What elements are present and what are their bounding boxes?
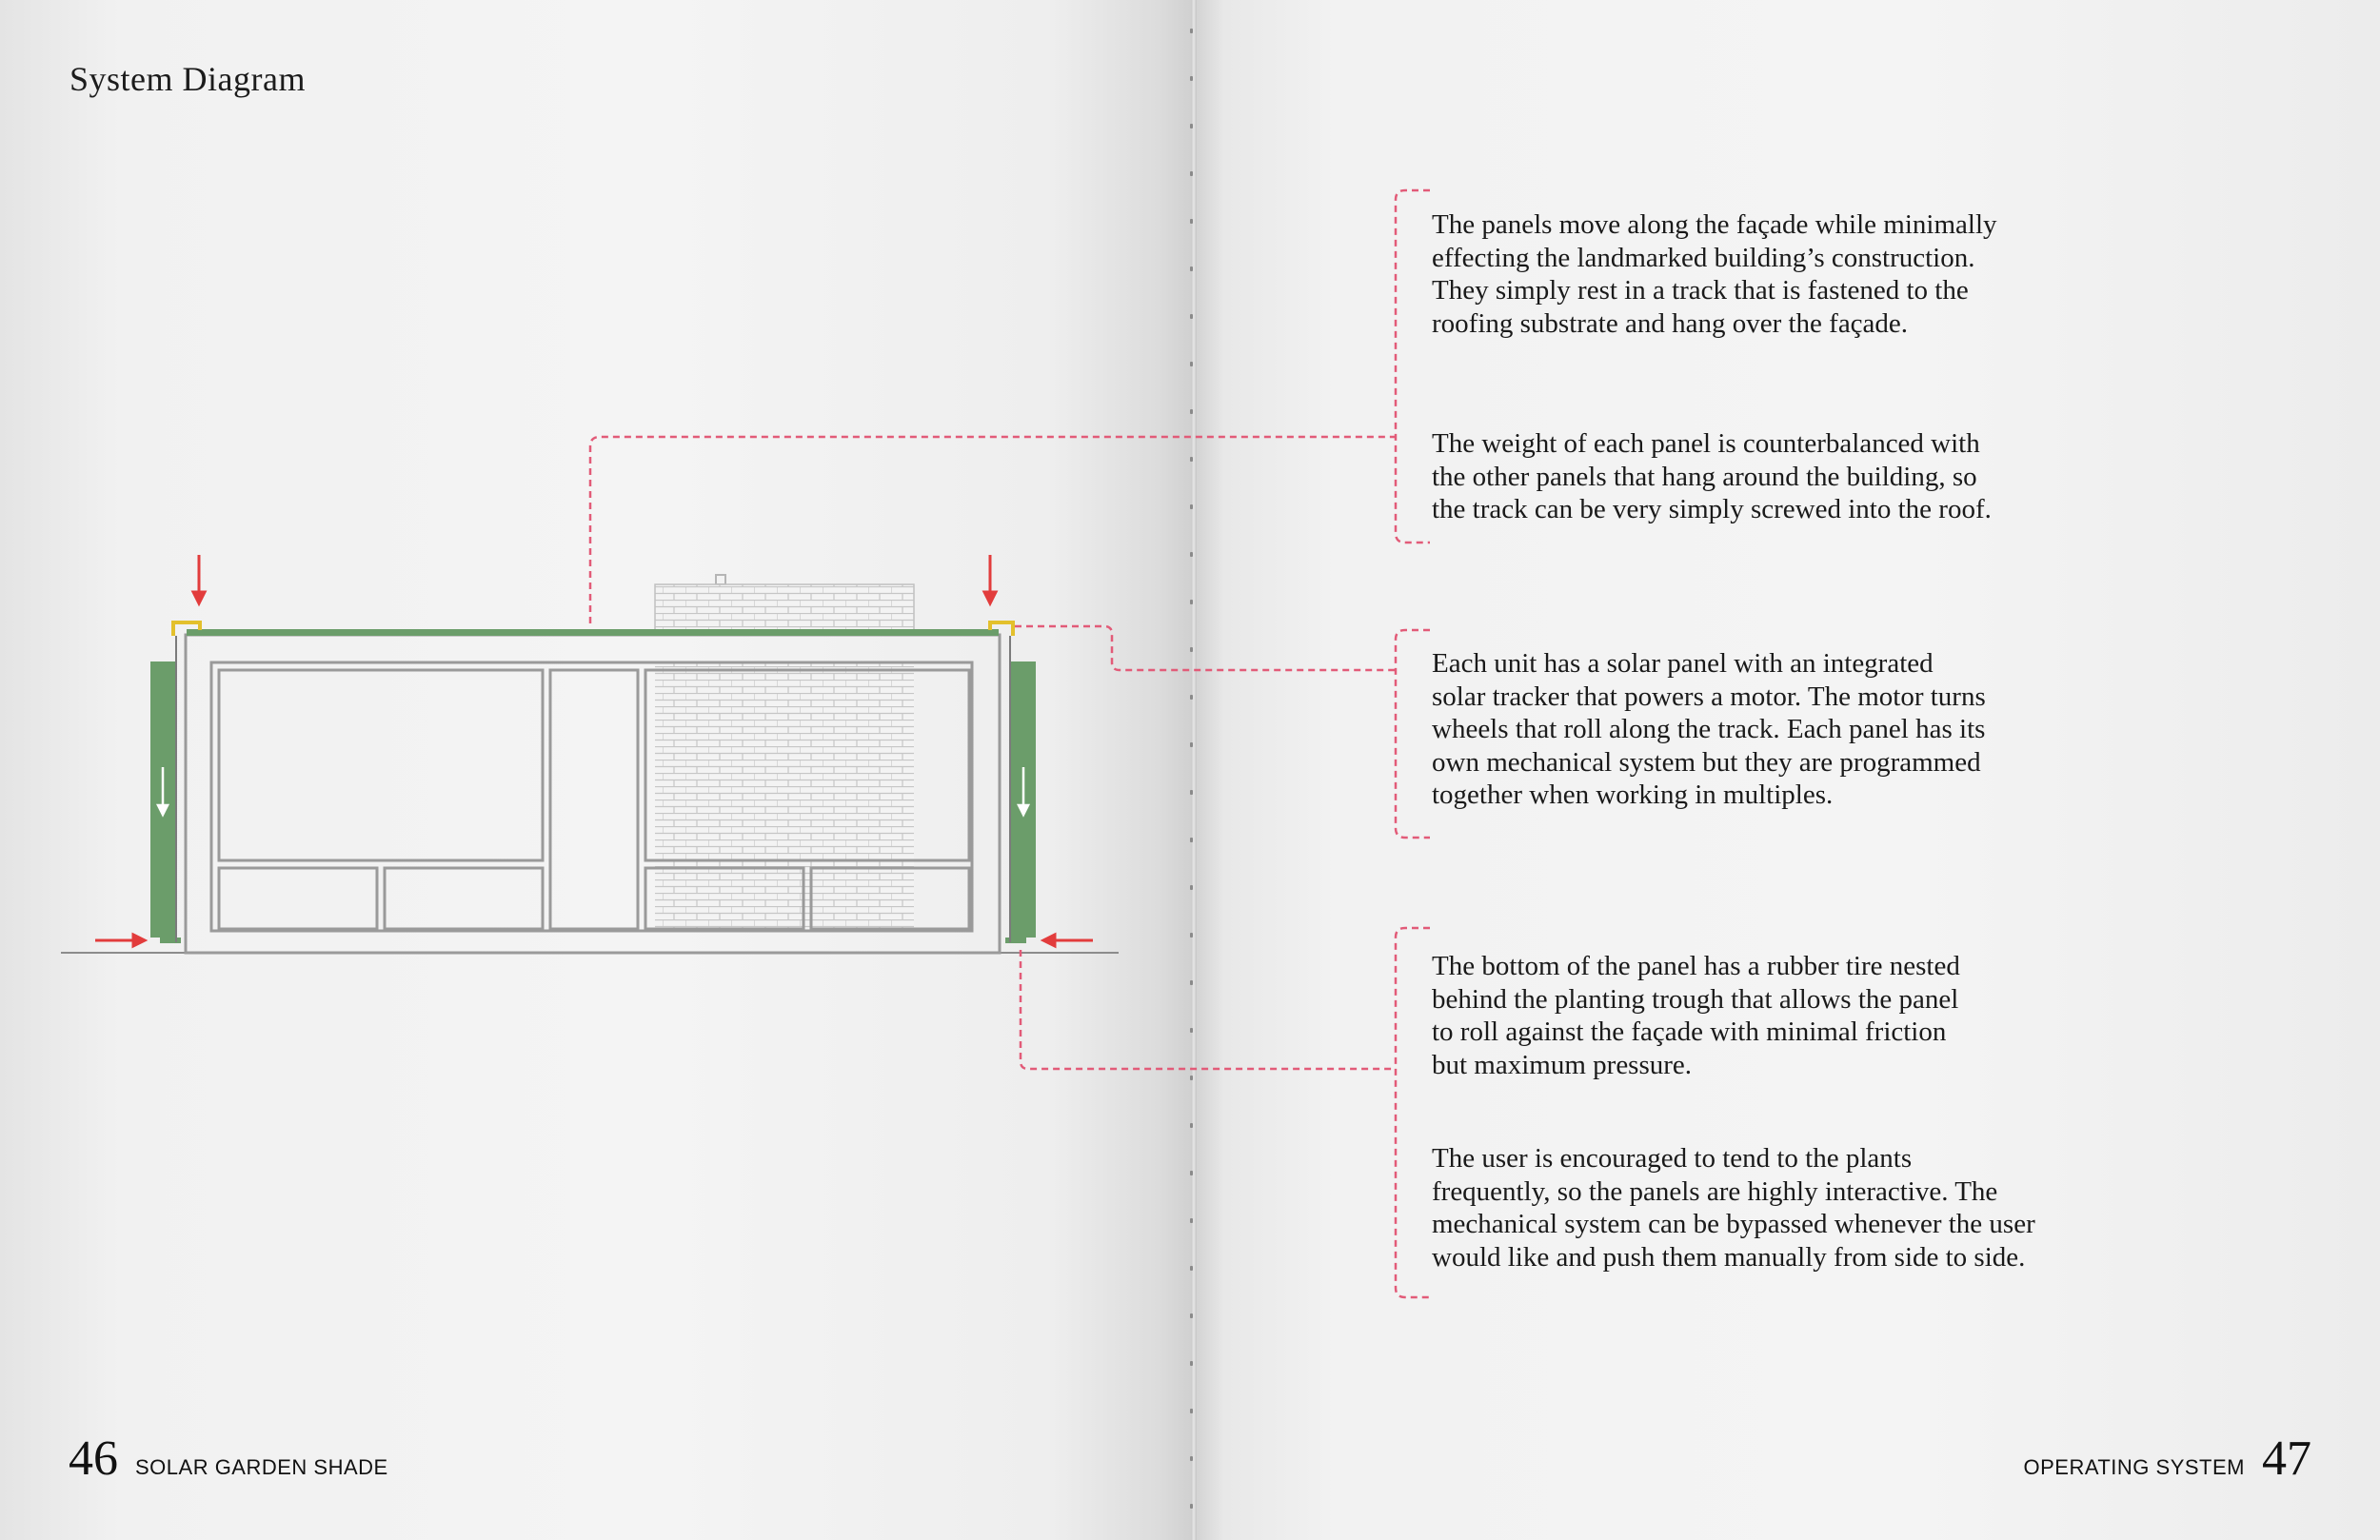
left-folio (69, 1431, 388, 1487)
note-rubber-tire: The bottom of the panel has a rubber tire nested behind the planting trough that allows the panel to roll against the façade with minimal friction but maximum pressure. (1432, 951, 1960, 1080)
left-page-number: 46 (69, 1431, 118, 1486)
left-running-title: SOLAR GARDEN SHADE (135, 1455, 388, 1479)
right-running-title: OPERATING SYSTEM (2023, 1455, 2245, 1479)
right-folio (2023, 1431, 2311, 1487)
note-track-mounting: The panels move along the façade while minimally effecting the landmarked building’s construction. They simply rest in a track that is fastened to the roofing substrate and hang over the façade. (1432, 209, 1997, 339)
note-solar-tracker: Each unit has a solar panel with an integrated solar tracker that powers a motor. The motor turns wheels that roll along the track. Each panel has its own mechanical system but they are programmed together when working in multiples. (1432, 648, 1986, 810)
note-counterbalance: The weight of each panel is counterbalanced with the other panels that hang around the building, so the track can be very simply screwed into the roof. (1432, 428, 1992, 524)
roof-track (187, 629, 999, 636)
note-user-interaction: The user is encouraged to tend to the plants frequently, so the panels are highly interactive. The mechanical system can be bypassed whenever the user would like and push them manually from side to side. (1432, 1143, 2035, 1273)
water-tower (655, 575, 914, 931)
load-arrows (95, 555, 1093, 946)
section-title: System Diagram (69, 60, 306, 98)
right-page-number: 47 (2262, 1431, 2311, 1486)
